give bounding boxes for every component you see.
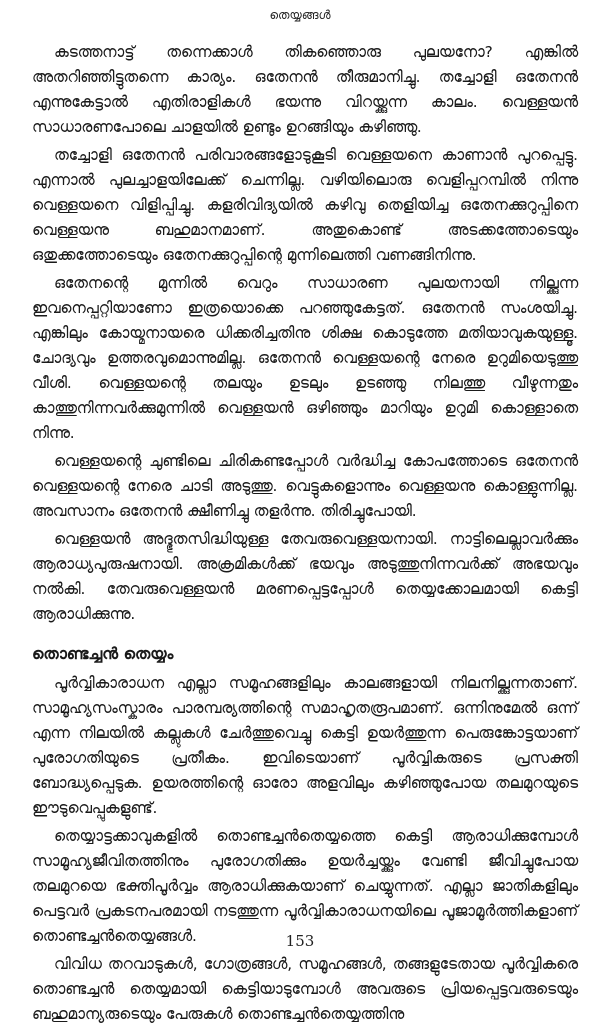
running-head: തെയ്യങ്ങൾ (269, 8, 331, 22)
paragraph-2: തച്ചോളി ഒതേനൻ പരിവാരങ്ങളോടുകൂടി വെള്ളയനെ കാണാൻ പുറപ്പെട്ടു. എന്നാൽ പുലച്ചാളയിലേക്ക് ചെന്നില്ല. വഴിയിലൊരു വെളിപ്പറമ്പിൽ നിന്നു വെള്ളയനെ വിളിപ്പിച്ചു. കളരിവിദ്യയിൽ കഴിവു തെളിയിച്ച ഒതേനക്കുറുപ്പിനെ വെള്ളയനു ബഹുമാനമാണ്. അതുകൊണ്ട് അടക്കത്തോടെയും ഒതുക്കത്തോടെയും ഒതേനക്കുറുപ്പിന്റെ മുന്നിലെത്തി വണങ്ങിനിന്നു. (32, 146, 578, 264)
paragraph-4: വെള്ളയന്റെ ചുണ്ടിലെ ചിരികണ്ടപ്പോൾ വർദ്ധിച്ച കോപത്തോടെ ഒതേനൻ വെള്ളയന്റെ നേരെ ചാടി അടുത്തു. വെട്ടുകളൊന്നും വെള്ളയനു കൊള്ളുന്നില്ല. അവസാനം ഒതേനൻ ക്ഷീണിച്ചു തളർന്നു. തിരിച്ചുപോയി. (32, 452, 578, 520)
paragraph-8: വിവിധ തറവാടുകൾ, ഗോത്രങ്ങൾ, സമൂഹങ്ങൾ, തങ്ങളുടേതായ പൂർവ്വികരെ തൊണ്ടച്ചൻ തെയ്യമായി കെട്ടിയാടുമ്പോൾ അവരുടെ പ്രിയപ്പെട്ടവരുടെയും ബഹുമാന്യരുടെയും പേരുകൾ തൊണ്ടച്ചൻതെയ്യത്തിനു (32, 955, 578, 1023)
paragraph-1: കടത്തനാട്ട് തന്നെക്കാൾ തികഞ്ഞൊരു പുലയനോ? എങ്കിൽ അതറിഞ്ഞിട്ടുതന്നെ കാര്യം. ഒതേനൻ തീരുമാനിച്ചു. തച്ചോളി ഒതേനൻ എന്നുകേട്ടാൽ എതിരാളികൾ ഭയന്നു വിറയ്ക്കുന്ന കാലം. വെള്ളയൻ സാധാരണപോലെ ചാളയിൽ ഉണ്ടും ഉറങ്ങിയും കഴിഞ്ഞു. (32, 43, 578, 136)
page-number: 153 (285, 932, 315, 950)
paragraph-3: ഒതേനന്റെ മുന്നിൽ വെറും സാധാരണ പുലയനായി നില്ക്കുന്ന ഇവനെപ്പറ്റിയാണോ ഇത്രയൊക്കെ പറഞ്ഞുകേട്ടത്. ഒതേനൻ സംശയിച്ചു. എങ്കിലും കോയ്മനായരെ ധിക്കരിച്ചതിനു ശിക്ഷ കൊടുത്തേ മതിയാവുകയുള്ളൂ. ചോദ്യവും ഉത്തരവുമൊന്നുമില്ല. ഒതേനൻ വെള്ളയന്റെ നേരെ ഉറുമിയെടുത്തു വീശി. വെള്ളയന്റെ തലയും ഉടലും ഉടഞ്ഞു നിലത്തു വീഴുന്നതും കാത്തുനിന്നവർക്കുമുന്നിൽ വെള്ളയൻ ഒഴിഞ്ഞും മാറിയും ഉറുമി കൊള്ളാതെ നിന്നു. (32, 274, 578, 442)
section-heading: തൊണ്ടച്ചൻ തെയ്യം (32, 644, 174, 663)
paragraph-6: പൂർവ്വികാരാധന എല്ലാ സമൂഹങ്ങളിലും കാലങ്ങളായി നിലനില്ക്കുന്നതാണ്. സാമൂഹ്യസംസ്കാരം പാരമ്പര്യത്തിന്റെ സമാഹൃതരൂപമാണ്. ഒന്നിനുമേൽ ഒന്ന് എന്ന നിലയിൽ കല്ലുകൾ ചേർത്തുവെച്ചു കെട്ടി ഉയർത്തുന്ന പെരുങ്കോട്ടയാണ് പുരോഗതിയുടെ പ്രതീകം. ഇവിടെയാണ് പൂർവ്വികരുടെ പ്രസക്തി ബോദ്ധ്യപ്പെടുക. ഉയരത്തിന്റെ ഓരോ അളവിലും കഴിഞ്ഞുപോയ തലമുറയുടെ ഈടുവെപ്പുകളുണ്ട്. (32, 674, 578, 817)
paragraph-7: തെയ്യാട്ടക്കാവുകളിൽ തൊണ്ടച്ചൻതെയ്യത്തെ കെട്ടി ആരാധിക്കുമ്പോൾ സാമൂഹ്യജീവിതത്തിനും പുരോഗതിക്കും ഉയർച്ചയ്ക്കും വേണ്ടി ജീവിച്ചുപോയ തലമുറയെ ഭക്തിപൂർവ്വം ആരാധിക്കുകയാണ് ചെയ്യുന്നത്. എല്ലാ ജാതികളിലും പെട്ടവർ പ്രകടനപരമായി നടത്തുന്ന പൂർവ്വികാരാധനയിലെ പൂജാമൂർത്തികളാണ് തൊണ്ടച്ചൻതെയ്യങ്ങൾ. (32, 827, 578, 945)
body-text (32, 40, 578, 1030)
paragraph-5: വെള്ളയൻ അദ്ഭുതസിദ്ധിയുള്ള തേവരുവെള്ളയനായി. നാട്ടിലെല്ലാവർക്കും ആരാധ്യപുരുഷനായി. അക്രമികൾക്ക് ഭയവും അടുത്തുനിന്നവർക്ക് അഭയവും നൽകി. തേവരുവെള്ളയൻ മരണപ്പെട്ടപ്പോൾ തെയ്യക്കോലമായി കെട്ടി ആരാധിക്കുന്നു. (32, 530, 578, 623)
